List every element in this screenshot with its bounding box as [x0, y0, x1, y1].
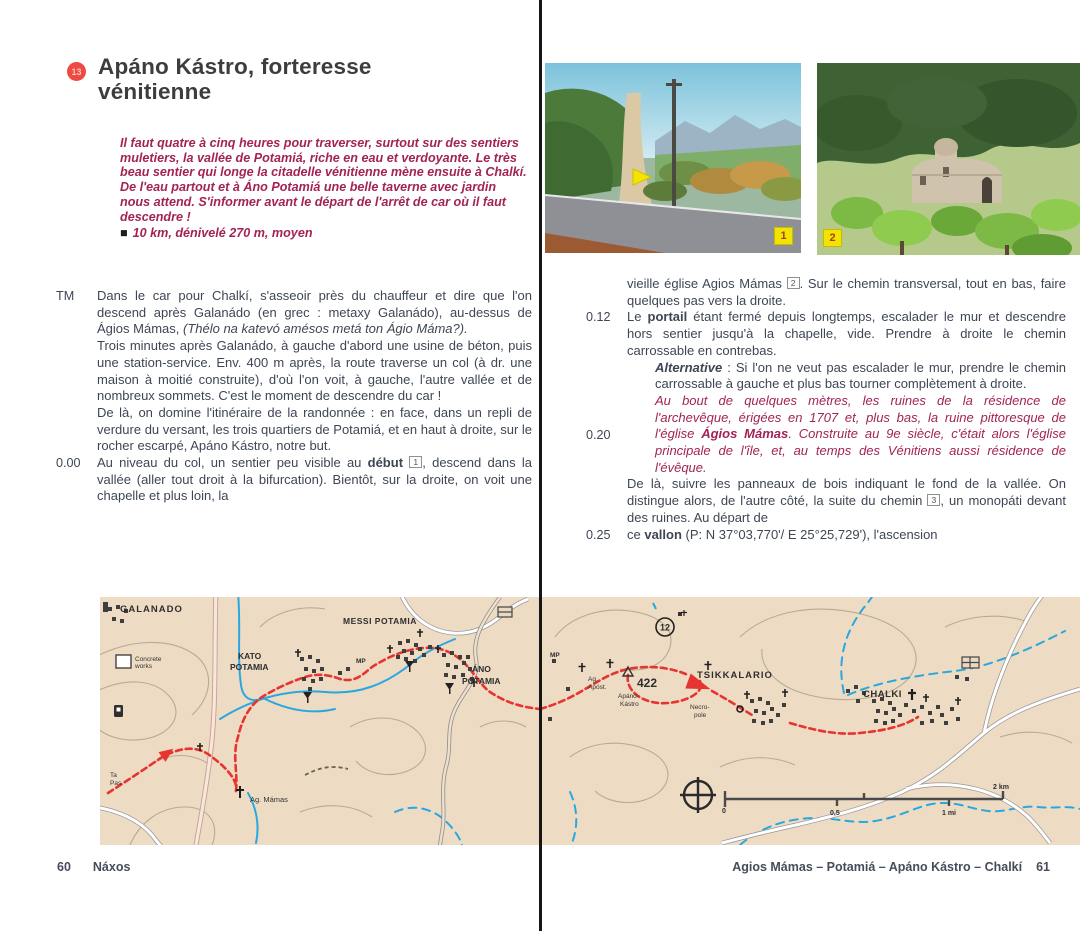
page-number-left: 60: [57, 860, 71, 874]
label-agapost-1: Ag.: [588, 676, 598, 683]
label-ag-mamas: Ag. Mámas: [250, 795, 288, 804]
route-map: [100, 597, 1080, 845]
svg-text:12: 12: [659, 622, 671, 633]
label-necro-1: Necro-: [690, 704, 710, 711]
paragraph-text: Au bout de quelques mètres, les ruines de la résidence de l'archevêque, érigées en 1707 et, plus bas, la ruine pittoresque de l'église Ágios Mámas. Construite au 9e siècle, c'était alors l'église principale de l'île, et, au temps des Vénitiens aussi résidence de l'évêque.: [655, 392, 1066, 475]
paragraph: [586, 309, 1066, 359]
scale-mile: 1 mi: [942, 810, 957, 817]
time-marker: [56, 338, 97, 405]
paragraph-text: vieille église Agios Mámas 2 . Sur le chemin transversal, tout en bas, faire quelques pas vers la droite.: [627, 276, 1066, 308]
scale-half: 0,5: [830, 810, 840, 817]
fuel-station-icon: [114, 705, 123, 717]
label-mp2: MP: [550, 652, 560, 659]
concrete-works-icon: [116, 655, 131, 668]
label-concrete-1: Concrete: [135, 656, 162, 663]
label-ano-2: POTAMIA: [462, 676, 501, 686]
paragraph: [586, 527, 1066, 544]
time-marker: [56, 405, 97, 455]
route-stats-text: 10 km, dénivelé 270 m, moyen: [132, 226, 313, 241]
paragraph-text: Trois minutes après Galanádo, à gauche d'abord une usine de béton, puis une station-service. Env. 400 m après, la route traverse un col (à dr. une maison à moitié construite), d'où l'on voit, à gauche, l'autre vallée et de nombreux sommets. C'est le moment de descendre du car !: [97, 338, 532, 404]
photo-1-art: [545, 63, 801, 253]
label-messi: MESSI POTAMIA: [343, 616, 417, 626]
time-marker: 0.25: [586, 527, 611, 542]
label-ta-1: Ta: [110, 772, 117, 779]
photo-trail-start: [545, 63, 801, 253]
page-title: Apáno Kástro, forteresse vénitienne: [98, 54, 372, 104]
paragraph-text: De là, suivre les panneaux de bois indiquant le fond de la vallée. On distingue alors, de l'autre côté, la suite du chemin 3 , un monopáti devant des ruines. Au départ de: [627, 476, 1066, 525]
paragraph: [56, 405, 532, 455]
intro-text: Il faut quatre à cinq heures pour traverser, surtout sur des sentiers muletiers, la vallée de Potamiá, riche en eau et verdoyante. Le très beau sentier qui longe la citadelle vénitienne mène ensuite à Chalkí. De l'eau partout et à Áno Potamiá une belle taverne avec jardin nous attend. S'informer avant le départ de l'arrêt de car où il faut descendre !: [120, 136, 527, 224]
time-marker: [586, 476, 627, 526]
paragraph: [586, 276, 1066, 309]
left-text-column: [56, 288, 532, 505]
label-apano-1: Apáno-: [618, 693, 639, 700]
time-marker: 0.12: [586, 310, 611, 325]
time-marker: 0.00: [56, 456, 81, 471]
paragraph: [586, 476, 1066, 526]
footer-right: [732, 860, 1050, 874]
label-concrete-2: works: [135, 663, 152, 670]
label-tsikkalario: TSIKKALARIO: [697, 670, 773, 681]
footer-left: [57, 860, 130, 874]
photo-tag-1: 1: [774, 227, 793, 245]
right-text-column: [586, 276, 1066, 543]
time-marker: TM: [56, 289, 75, 303]
label-agapost-2: Apóst.: [588, 684, 607, 691]
time-marker: [586, 276, 627, 309]
time-marker: [586, 360, 627, 393]
label-peak-422: 422: [637, 676, 658, 690]
scale-km: 2 km: [993, 784, 1009, 791]
page-number-right: 61: [1036, 860, 1050, 874]
paragraph-text: Le portail étant fermé depuis longtemps, escalader le mur et descendre hors sentier jusqu'à la chapelle, vide. Prendre à droite le chemin carrossable en contrebas.: [627, 309, 1066, 358]
photo-tag-2: 2: [823, 229, 842, 247]
label-necro-2: pole: [694, 712, 707, 719]
paragraph: [56, 455, 532, 505]
book-gutter-line: [539, 0, 542, 931]
label-ta-2: Pas: [110, 780, 122, 787]
paragraph: [586, 393, 1066, 477]
paragraph-text: Au niveau du col, un sentier peu visible au début 1 , descend dans la vallée (aller tout droit à la bifurcation). Bientôt, sur la droite, on voit une chapelle et plus loin, la: [97, 455, 532, 504]
label-mp1: MP: [356, 658, 366, 665]
footer-island-label: Náxos: [92, 860, 131, 874]
scale-zero: 0: [722, 808, 726, 815]
paragraph: [56, 338, 532, 405]
telegraph-pole: [672, 79, 676, 221]
paragraph: [56, 288, 532, 338]
paragraph: [586, 360, 1066, 393]
photo-agios-mamas-church: [817, 63, 1080, 255]
time-marker: 0.20: [586, 427, 611, 442]
label-apano-2: Kástro: [620, 701, 639, 708]
label-kato-2: POTAMIA: [230, 662, 269, 672]
paragraph-text: De là, on domine l'itinéraire de la randonnée : en face, dans un repli de verdure du versant, les trois quartiers de Potamiá, et en haut à droite, sur le rocher escarpé, Apáno Kástro, notre but.: [97, 404, 533, 454]
photo-2-art: [817, 63, 1080, 255]
square-bullet-icon: ■: [120, 226, 128, 241]
label-kato-1: KATO: [238, 651, 262, 661]
route-number-badge: 13: [67, 62, 86, 81]
label-ano-1: ÁNO: [472, 664, 491, 674]
footer-route-label: Agios Mámas – Potamiá – Apáno Kástro – Chalkí: [732, 860, 1023, 874]
label-galanado: GALANADO: [120, 604, 183, 615]
paragraph-text: ce vallon (P: N 37°03,770'/ E 25°25,729'), l'ascension: [627, 526, 938, 542]
paragraph-text: Dans le car pour Chalkí, s'asseoir près du chauffeur et dire que l'on descend après Galanádo (en grec : metaxy Galanádo), au-dessus de Ágios Mámas, (Thélo na katevó amésos metá ton Ágio Máma?).: [97, 288, 532, 337]
route-stats: [120, 226, 528, 241]
intro-block: [120, 136, 528, 241]
paragraph-text: Alternative : Si l'on ne veut pas escalader le mur, prendre le chemin carrossable à gauche et plus bas tourner complètement à droite.: [655, 359, 1066, 392]
label-chalki: CHALKI: [863, 689, 902, 700]
